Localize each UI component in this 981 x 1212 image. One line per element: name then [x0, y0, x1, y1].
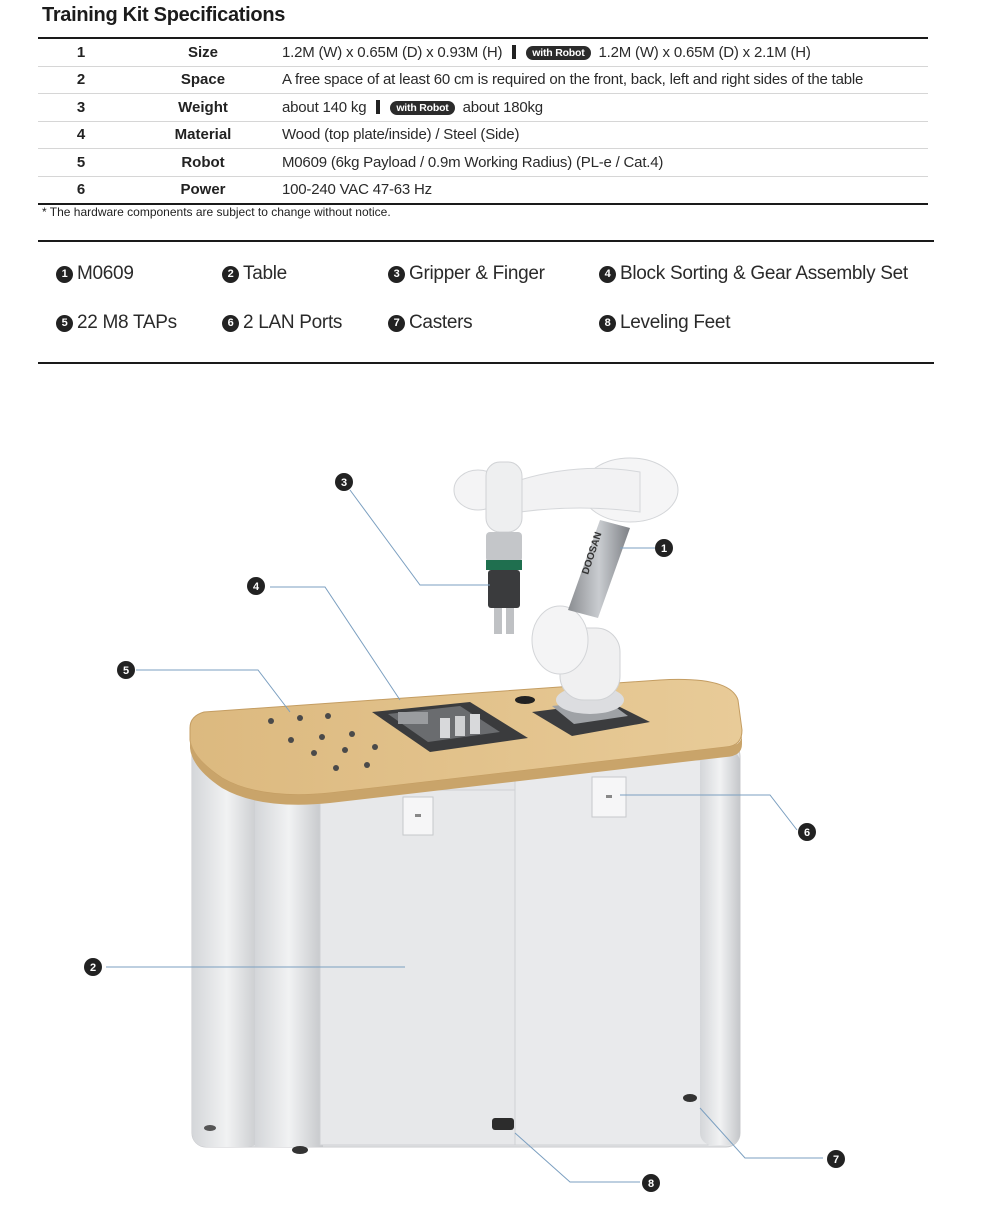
number-badge: 7	[388, 315, 405, 332]
divider	[38, 240, 934, 242]
row-number: 4	[38, 121, 124, 149]
legend-item-m0609	[56, 263, 134, 285]
separator-bar	[376, 100, 380, 114]
legend-label: Block Sorting & Gear Assembly Set	[620, 263, 908, 284]
svg-text:1: 1	[660, 543, 668, 555]
callout-5	[117, 661, 135, 679]
svg-text:3: 3	[340, 477, 348, 489]
with-robot-badge: with Robot	[526, 46, 590, 60]
legend-label: 22 M8 TAPs	[77, 312, 177, 333]
spec-value	[282, 38, 928, 66]
callout-1	[655, 539, 673, 557]
legend-label: 2 LAN Ports	[243, 312, 343, 333]
spec-table	[38, 37, 928, 205]
table-row	[38, 38, 928, 66]
row-number: 6	[76, 181, 86, 199]
spec-label: Power	[180, 181, 226, 199]
spec-robot-value: 1.2M (W) x 0.65M (D) x 2.1M (H)	[598, 43, 811, 61]
number-badge: 1	[56, 266, 73, 283]
legend-item-gripper	[388, 263, 545, 285]
spec-value: Wood (top plate/inside) / Steel (Side)	[282, 121, 928, 149]
table-row	[38, 94, 928, 122]
gripper-and-finger	[486, 532, 522, 634]
spec-value	[282, 94, 928, 122]
legend-item-table	[222, 263, 287, 285]
legend-item-lan-ports	[222, 312, 342, 334]
page-title: Training Kit Specifications	[42, 4, 286, 26]
robot-brand-label: DOOSAN	[580, 530, 605, 576]
spec-value: M0609 (6kg Payload / 0.9m Working Radius) (PL-e / Cat.4)	[282, 149, 928, 177]
callout-7	[827, 1150, 845, 1168]
training-kit-illustration	[0, 370, 981, 1210]
robot-arm-m0609	[454, 458, 678, 714]
spec-base-value: 1.2M (W) x 0.65M (D) x 0.93M (H)	[282, 43, 503, 61]
legend-item-leveling-feet	[599, 312, 730, 334]
separator-bar	[512, 45, 516, 59]
spec-label: Size	[124, 38, 282, 66]
spec-base-value: about 140 kg	[282, 98, 367, 116]
number-badge: 6	[222, 315, 239, 332]
table-row	[38, 176, 928, 204]
number-badge: 2	[222, 266, 239, 283]
legend-item-taps	[56, 312, 177, 334]
spec-label: Weight	[124, 94, 282, 122]
row-number: 2	[38, 66, 124, 94]
table-row	[38, 121, 928, 149]
with-robot-badge: with Robot	[390, 101, 454, 115]
table-row	[38, 149, 928, 177]
svg-text:5: 5	[122, 665, 130, 677]
legend-label: Leveling Feet	[620, 312, 731, 333]
legend-item-casters	[388, 312, 472, 334]
legend-label: Table	[243, 263, 287, 284]
callout-2	[84, 958, 102, 976]
row-number: 5	[38, 149, 124, 177]
spec-robot-value: about 180kg	[462, 98, 543, 116]
svg-text:8: 8	[647, 1178, 655, 1190]
row-number: 1	[38, 38, 124, 66]
spec-value: 100-240 VAC 47-63 Hz	[282, 181, 432, 199]
table-row	[38, 66, 928, 94]
svg-text:2: 2	[89, 962, 97, 974]
number-badge: 3	[388, 266, 405, 283]
number-badge: 4	[599, 266, 616, 283]
spec-label: Material	[124, 121, 282, 149]
spec-label: Space	[124, 66, 282, 94]
disclaimer-note: * The hardware components are subject to change without notice.	[42, 205, 391, 219]
callout-3	[335, 473, 353, 491]
callout-8	[642, 1174, 660, 1192]
legend-label: Casters	[409, 312, 473, 333]
number-badge: 5	[56, 315, 73, 332]
spec-label: Robot	[124, 149, 282, 177]
legend-label: Gripper & Finger	[409, 263, 545, 284]
svg-text:6: 6	[803, 827, 811, 839]
legend-item-block-set	[599, 263, 908, 285]
callout-4	[247, 577, 265, 595]
svg-text:4: 4	[252, 581, 260, 593]
divider	[38, 362, 934, 364]
leveling-feet	[492, 1118, 514, 1130]
legend-label: M0609	[77, 263, 134, 284]
number-badge: 8	[599, 315, 616, 332]
spec-value: A free space of at least 60 cm is required on the front, back, left and right sides of the table	[282, 66, 928, 94]
callout-6	[798, 823, 816, 841]
svg-text:7: 7	[832, 1154, 840, 1166]
row-number: 3	[38, 94, 124, 122]
